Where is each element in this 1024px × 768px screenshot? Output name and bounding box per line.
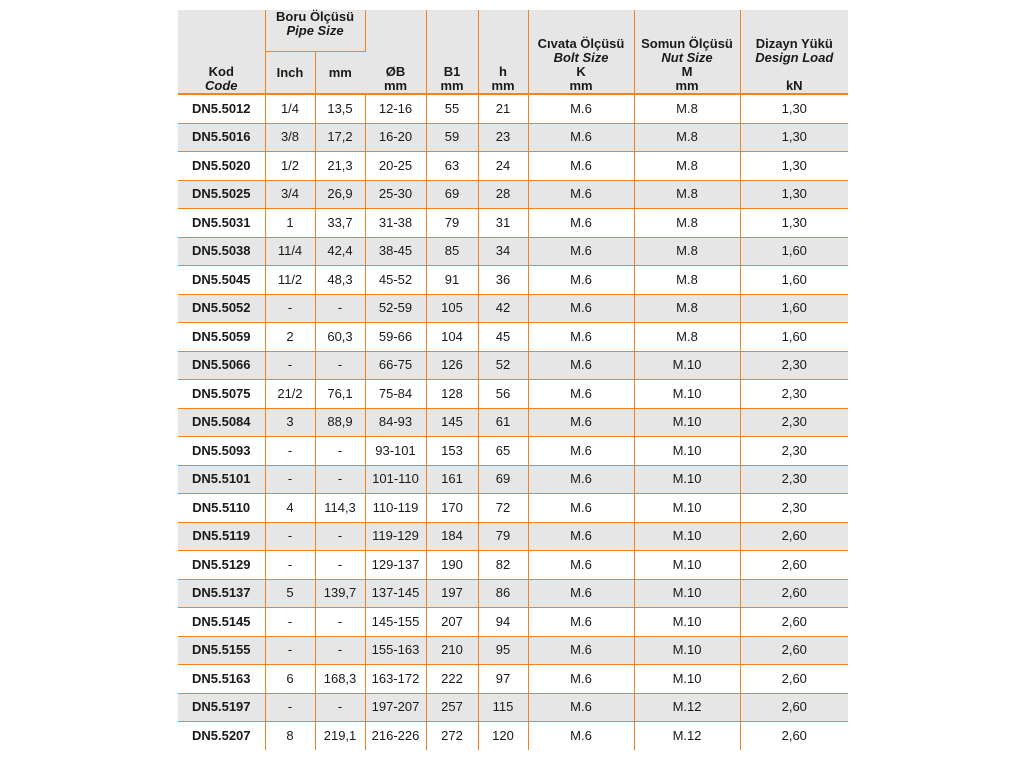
- cell-pipe-mm: 17,2: [315, 123, 365, 152]
- table-row: [178, 237, 848, 266]
- cell-bolt-size: M.6: [528, 294, 634, 323]
- table-row: [178, 351, 848, 380]
- cell-b1: 105: [426, 294, 478, 323]
- cell-code: DN5.5025: [178, 180, 265, 209]
- cell-pipe-mm: 33,7: [315, 209, 365, 238]
- cell-bolt-size: M.6: [528, 665, 634, 694]
- cell-design-load: 2,60: [740, 551, 848, 580]
- cell-nut-size: M.12: [634, 722, 740, 750]
- cell-nut-size: M.10: [634, 579, 740, 608]
- cell-code: DN5.5155: [178, 636, 265, 665]
- header-ob-label: ØB: [385, 64, 406, 79]
- cell-ob: 38-45: [365, 237, 426, 266]
- cell-pipe-mm: 42,4: [315, 237, 365, 266]
- cell-inch: 4: [265, 494, 315, 523]
- cell-inch: 1/2: [265, 152, 315, 181]
- table-row: [178, 408, 848, 437]
- cell-pipe-mm: 168,3: [315, 665, 365, 694]
- cell-pipe-mm: -: [315, 693, 365, 722]
- header-b1: [426, 10, 478, 94]
- cell-b1: 59: [426, 123, 478, 152]
- table-row: [178, 209, 848, 238]
- cell-design-load: 2,30: [740, 465, 848, 494]
- cell-code: DN5.5045: [178, 266, 265, 295]
- cell-inch: -: [265, 351, 315, 380]
- cell-nut-size: M.10: [634, 494, 740, 523]
- cell-ob: 25-30: [365, 180, 426, 209]
- table-row: [178, 693, 848, 722]
- cell-inch: 6: [265, 665, 315, 694]
- cell-design-load: 1,60: [740, 266, 848, 295]
- cell-inch: 5: [265, 579, 315, 608]
- cell-code: DN5.5101: [178, 465, 265, 494]
- cell-design-load: 2,30: [740, 351, 848, 380]
- header-inch: Inch: [265, 52, 315, 95]
- cell-ob: 145-155: [365, 608, 426, 637]
- cell-nut-size: M.10: [634, 665, 740, 694]
- cell-code: DN5.5016: [178, 123, 265, 152]
- cell-b1: 69: [426, 180, 478, 209]
- table-row: [178, 636, 848, 665]
- header-h-label: h: [499, 64, 507, 79]
- table-row: [178, 665, 848, 694]
- cell-nut-size: M.8: [634, 237, 740, 266]
- cell-ob: 163-172: [365, 665, 426, 694]
- cell-code: DN5.5066: [178, 351, 265, 380]
- cell-bolt-size: M.6: [528, 608, 634, 637]
- header-nut-en: Nut Size: [661, 50, 713, 65]
- header-b1-label: B1: [443, 64, 461, 79]
- table-row: [178, 494, 848, 523]
- cell-design-load: 1,60: [740, 294, 848, 323]
- cell-h: 42: [478, 294, 528, 323]
- cell-ob: 93-101: [365, 437, 426, 466]
- cell-bolt-size: M.6: [528, 237, 634, 266]
- cell-h: 79: [478, 522, 528, 551]
- cell-code: DN5.5163: [178, 665, 265, 694]
- cell-h: 56: [478, 380, 528, 409]
- header-h: [478, 10, 528, 94]
- table-row: [178, 323, 848, 352]
- cell-b1: 55: [426, 94, 478, 123]
- cell-inch: 3: [265, 408, 315, 437]
- cell-b1: 104: [426, 323, 478, 352]
- cell-h: 21: [478, 94, 528, 123]
- cell-nut-size: M.12: [634, 693, 740, 722]
- cell-b1: 63: [426, 152, 478, 181]
- cell-nut-size: M.8: [634, 294, 740, 323]
- cell-ob: 20-25: [365, 152, 426, 181]
- cell-h: 86: [478, 579, 528, 608]
- cell-pipe-mm: -: [315, 465, 365, 494]
- cell-pipe-mm: 114,3: [315, 494, 365, 523]
- cell-h: 97: [478, 665, 528, 694]
- cell-design-load: 2,30: [740, 494, 848, 523]
- cell-b1: 222: [426, 665, 478, 694]
- cell-code: DN5.5075: [178, 380, 265, 409]
- cell-h: 82: [478, 551, 528, 580]
- cell-h: 52: [478, 351, 528, 380]
- table-row: [178, 579, 848, 608]
- cell-design-load: 2,30: [740, 437, 848, 466]
- cell-code: DN5.5031: [178, 209, 265, 238]
- cell-b1: 153: [426, 437, 478, 466]
- cell-h: 120: [478, 722, 528, 750]
- cell-b1: 207: [426, 608, 478, 637]
- cell-b1: 210: [426, 636, 478, 665]
- cell-nut-size: M.8: [634, 123, 740, 152]
- cell-nut-size: M.8: [634, 266, 740, 295]
- table-header: [178, 10, 848, 94]
- header-load-unit: kN: [785, 78, 803, 93]
- header-nut-size: [634, 10, 740, 94]
- header-ob-unit: mm: [383, 78, 408, 93]
- cell-design-load: 1,30: [740, 209, 848, 238]
- cell-design-load: 1,30: [740, 94, 848, 123]
- table-row: [178, 522, 848, 551]
- header-bolt-unit: mm: [569, 78, 593, 93]
- cell-design-load: 2,60: [740, 665, 848, 694]
- cell-ob: 110-119: [365, 494, 426, 523]
- table-row: [178, 266, 848, 295]
- cell-bolt-size: M.6: [528, 494, 634, 523]
- cell-nut-size: M.8: [634, 209, 740, 238]
- cell-nut-size: M.10: [634, 351, 740, 380]
- cell-ob: 101-110: [365, 465, 426, 494]
- cell-inch: -: [265, 294, 315, 323]
- header-load-tr: Dizayn Yükü: [755, 36, 833, 51]
- cell-b1: 79: [426, 209, 478, 238]
- header-h-unit: mm: [491, 78, 515, 93]
- cell-pipe-mm: 21,3: [315, 152, 365, 181]
- table-row: [178, 123, 848, 152]
- cell-pipe-mm: -: [315, 437, 365, 466]
- cell-ob: 59-66: [365, 323, 426, 352]
- table-row: [178, 180, 848, 209]
- header-pipe-size: [265, 10, 365, 52]
- cell-pipe-mm: -: [315, 522, 365, 551]
- cell-inch: 3/8: [265, 123, 315, 152]
- cell-bolt-size: M.6: [528, 123, 634, 152]
- cell-design-load: 2,60: [740, 693, 848, 722]
- cell-inch: 3/4: [265, 180, 315, 209]
- cell-b1: 170: [426, 494, 478, 523]
- cell-design-load: 2,60: [740, 579, 848, 608]
- cell-inch: -: [265, 636, 315, 665]
- cell-b1: 190: [426, 551, 478, 580]
- cell-pipe-mm: 60,3: [315, 323, 365, 352]
- cell-inch: 1: [265, 209, 315, 238]
- cell-code: DN5.5197: [178, 693, 265, 722]
- cell-nut-size: M.10: [634, 636, 740, 665]
- cell-design-load: 2,60: [740, 608, 848, 637]
- cell-bolt-size: M.6: [528, 209, 634, 238]
- table-row: [178, 465, 848, 494]
- cell-design-load: 2,60: [740, 722, 848, 750]
- cell-b1: 197: [426, 579, 478, 608]
- cell-inch: -: [265, 437, 315, 466]
- cell-code: DN5.5059: [178, 323, 265, 352]
- cell-ob: 31-38: [365, 209, 426, 238]
- cell-nut-size: M.10: [634, 551, 740, 580]
- cell-pipe-mm: 139,7: [315, 579, 365, 608]
- cell-design-load: 2,30: [740, 380, 848, 409]
- cell-nut-size: M.10: [634, 522, 740, 551]
- cell-b1: 85: [426, 237, 478, 266]
- cell-ob: 197-207: [365, 693, 426, 722]
- cell-ob: 137-145: [365, 579, 426, 608]
- cell-code: DN5.5020: [178, 152, 265, 181]
- header-b1-unit: mm: [440, 78, 464, 93]
- cell-pipe-mm: 26,9: [315, 180, 365, 209]
- cell-bolt-size: M.6: [528, 465, 634, 494]
- cell-ob: 119-129: [365, 522, 426, 551]
- cell-nut-size: M.10: [634, 408, 740, 437]
- cell-code: DN5.5012: [178, 94, 265, 123]
- header-pipe-mm: mm: [315, 52, 365, 95]
- cell-h: 65: [478, 437, 528, 466]
- header-code-en: Code: [205, 78, 238, 93]
- cell-pipe-mm: 13,5: [315, 94, 365, 123]
- cell-bolt-size: M.6: [528, 323, 634, 352]
- cell-h: 34: [478, 237, 528, 266]
- table-row: [178, 551, 848, 580]
- cell-ob: 216-226: [365, 722, 426, 750]
- cell-b1: 145: [426, 408, 478, 437]
- cell-h: 45: [478, 323, 528, 352]
- cell-h: 24: [478, 152, 528, 181]
- cell-pipe-mm: -: [315, 608, 365, 637]
- cell-ob: 66-75: [365, 351, 426, 380]
- cell-pipe-mm: 76,1: [315, 380, 365, 409]
- cell-code: DN5.5052: [178, 294, 265, 323]
- cell-design-load: 1,30: [740, 123, 848, 152]
- table-row: [178, 722, 848, 750]
- cell-nut-size: M.10: [634, 437, 740, 466]
- cell-design-load: 1,60: [740, 323, 848, 352]
- cell-bolt-size: M.6: [528, 636, 634, 665]
- header-bolt-tr: Cıvata Ölçüsü: [537, 36, 625, 51]
- cell-inch: -: [265, 551, 315, 580]
- table-row: [178, 380, 848, 409]
- cell-design-load: 1,30: [740, 180, 848, 209]
- cell-b1: 257: [426, 693, 478, 722]
- header-nut-label: M: [681, 64, 693, 79]
- header-load-en: Design Load: [755, 50, 834, 65]
- cell-code: DN5.5137: [178, 579, 265, 608]
- cell-h: 95: [478, 636, 528, 665]
- cell-code: DN5.5093: [178, 437, 265, 466]
- cell-design-load: 1,60: [740, 237, 848, 266]
- cell-h: 36: [478, 266, 528, 295]
- header-ob: [365, 10, 426, 94]
- cell-inch: 11/4: [265, 237, 315, 266]
- cell-ob: 12-16: [365, 94, 426, 123]
- cell-inch: 21/2: [265, 380, 315, 409]
- cell-bolt-size: M.6: [528, 351, 634, 380]
- cell-code: DN5.5207: [178, 722, 265, 750]
- cell-nut-size: M.10: [634, 608, 740, 637]
- cell-bolt-size: M.6: [528, 522, 634, 551]
- cell-design-load: 1,30: [740, 152, 848, 181]
- cell-ob: 45-52: [365, 266, 426, 295]
- header-design-load: [740, 10, 848, 94]
- cell-inch: 8: [265, 722, 315, 750]
- cell-bolt-size: M.6: [528, 693, 634, 722]
- cell-bolt-size: M.6: [528, 722, 634, 750]
- cell-bolt-size: M.6: [528, 180, 634, 209]
- cell-ob: 129-137: [365, 551, 426, 580]
- cell-nut-size: M.8: [634, 152, 740, 181]
- cell-bolt-size: M.6: [528, 380, 634, 409]
- cell-b1: 126: [426, 351, 478, 380]
- cell-code: DN5.5084: [178, 408, 265, 437]
- cell-b1: 128: [426, 380, 478, 409]
- table-row: [178, 294, 848, 323]
- cell-b1: 91: [426, 266, 478, 295]
- cell-h: 94: [478, 608, 528, 637]
- cell-design-load: 2,60: [740, 636, 848, 665]
- table-row: [178, 152, 848, 181]
- cell-ob: 84-93: [365, 408, 426, 437]
- cell-pipe-mm: -: [315, 636, 365, 665]
- cell-inch: -: [265, 608, 315, 637]
- header-code: [178, 10, 265, 94]
- cell-h: 28: [478, 180, 528, 209]
- header-bolt-size: [528, 10, 634, 94]
- cell-bolt-size: M.6: [528, 437, 634, 466]
- table-row: [178, 94, 848, 123]
- cell-ob: 155-163: [365, 636, 426, 665]
- cell-inch: 1/4: [265, 94, 315, 123]
- cell-ob: 52-59: [365, 294, 426, 323]
- cell-nut-size: M.8: [634, 180, 740, 209]
- table-row: [178, 608, 848, 637]
- cell-design-load: 2,30: [740, 408, 848, 437]
- header-bolt-label: K: [576, 64, 586, 79]
- cell-bolt-size: M.6: [528, 408, 634, 437]
- cell-h: 115: [478, 693, 528, 722]
- cell-bolt-size: M.6: [528, 94, 634, 123]
- header-pipe-size-tr: Boru Ölçüsü: [276, 9, 355, 24]
- cell-ob: 16-20: [365, 123, 426, 152]
- cell-nut-size: M.8: [634, 323, 740, 352]
- cell-design-load: 2,60: [740, 522, 848, 551]
- cell-h: 31: [478, 209, 528, 238]
- cell-pipe-mm: -: [315, 351, 365, 380]
- cell-h: 69: [478, 465, 528, 494]
- cell-nut-size: M.10: [634, 465, 740, 494]
- cell-bolt-size: M.6: [528, 152, 634, 181]
- cell-b1: 161: [426, 465, 478, 494]
- cell-inch: 11/2: [265, 266, 315, 295]
- header-code-tr: Kod: [208, 64, 234, 79]
- table-row: [178, 437, 848, 466]
- cell-ob: 75-84: [365, 380, 426, 409]
- cell-nut-size: M.8: [634, 94, 740, 123]
- cell-b1: 272: [426, 722, 478, 750]
- spec-table: [178, 10, 848, 750]
- cell-h: 61: [478, 408, 528, 437]
- cell-pipe-mm: 48,3: [315, 266, 365, 295]
- cell-code: DN5.5145: [178, 608, 265, 637]
- header-nut-unit: mm: [675, 78, 699, 93]
- cell-code: DN5.5129: [178, 551, 265, 580]
- cell-code: DN5.5110: [178, 494, 265, 523]
- cell-bolt-size: M.6: [528, 579, 634, 608]
- cell-inch: -: [265, 693, 315, 722]
- cell-pipe-mm: -: [315, 551, 365, 580]
- cell-code: DN5.5038: [178, 237, 265, 266]
- cell-h: 72: [478, 494, 528, 523]
- header-bolt-en: Bolt Size: [553, 50, 609, 65]
- cell-h: 23: [478, 123, 528, 152]
- cell-pipe-mm: 88,9: [315, 408, 365, 437]
- header-nut-tr: Somun Ölçüsü: [641, 36, 733, 51]
- cell-pipe-mm: 219,1: [315, 722, 365, 750]
- cell-inch: 2: [265, 323, 315, 352]
- cell-b1: 184: [426, 522, 478, 551]
- cell-bolt-size: M.6: [528, 551, 634, 580]
- cell-code: DN5.5119: [178, 522, 265, 551]
- table-body: [178, 94, 848, 750]
- header-pipe-size-en: Pipe Size: [286, 23, 344, 38]
- cell-inch: -: [265, 522, 315, 551]
- cell-bolt-size: M.6: [528, 266, 634, 295]
- cell-pipe-mm: -: [315, 294, 365, 323]
- cell-inch: -: [265, 465, 315, 494]
- cell-nut-size: M.10: [634, 380, 740, 409]
